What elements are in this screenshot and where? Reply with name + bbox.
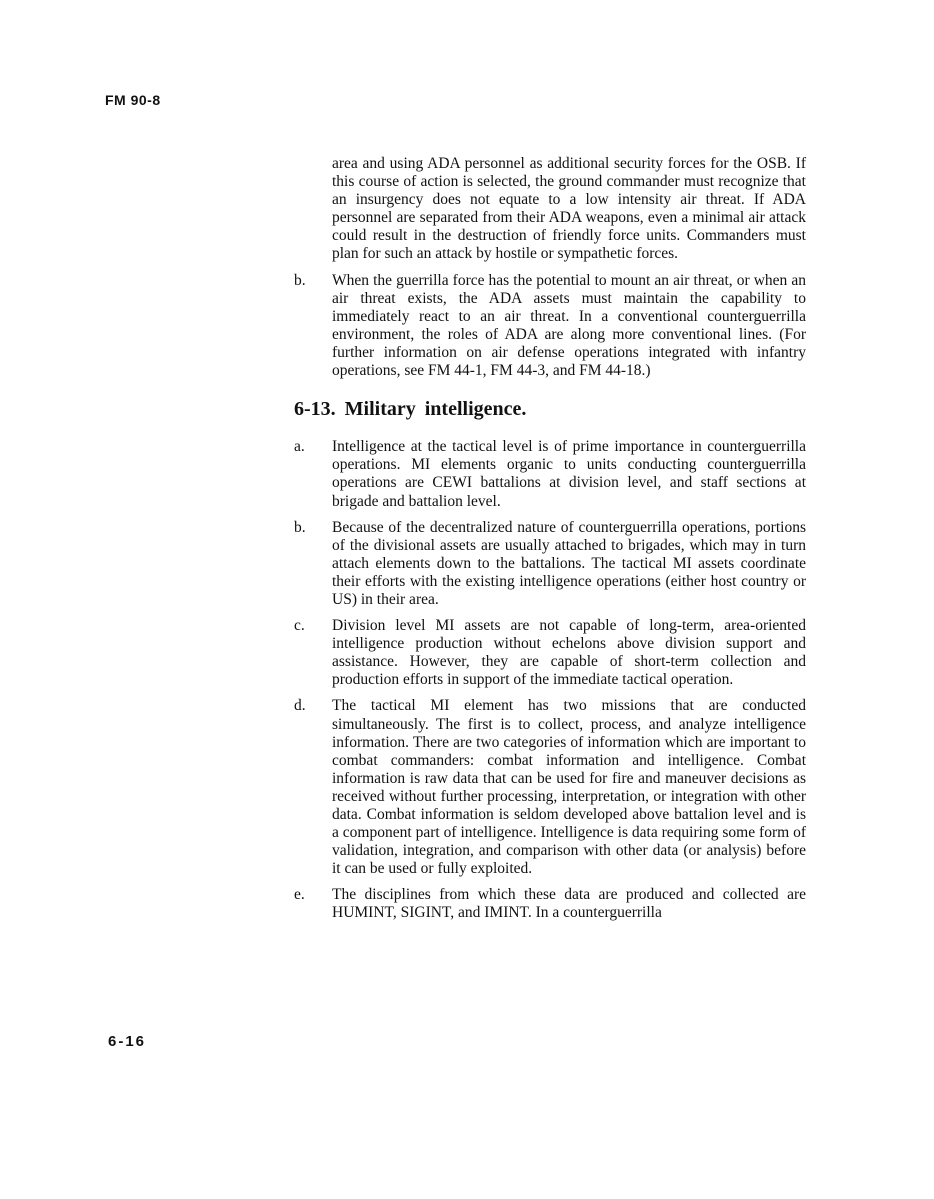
- list-item-marker: a.: [294, 438, 305, 456]
- list-item-marker: b.: [294, 271, 306, 289]
- continued-paragraph: [294, 155, 806, 264]
- list-item-text: The disciplines from which these data are produced and collected are HUMINT, SIGINT, and IMINT. In a counterguerrilla: [332, 886, 806, 922]
- list-item-marker: b.: [294, 518, 306, 536]
- list-item-text: The tactical MI element has two missions that are conducted simultaneously. The first is to collect, process, and analyze intelligence information. There are two categories of information which are important to combat commanders: combat information and intelligence. Combat information is raw data that can be used for fire and maneuver decisions as received without further processing, interpretation, or integration with other data. Combat information is seldom developed above battalion level and is a component part of intelligence. Intelligence is data requiring some form of validation, integration, and comparison with other data (or analysis) before it can be used or fully exploited.: [332, 697, 806, 878]
- page-number-footer: 6-16: [108, 1033, 147, 1050]
- list-item-marker: c.: [294, 617, 305, 635]
- document-id-header: FM 90-8: [105, 92, 161, 108]
- list-item: [294, 617, 806, 689]
- list-item-marker: e.: [294, 886, 305, 904]
- list-item: [294, 886, 806, 922]
- section-heading: 6-13. Military intelligence.: [294, 398, 527, 421]
- list-item: [294, 519, 806, 609]
- list-item-text: Division level MI assets are not capable of long-term, area-oriented intelligence production without echelons above division support and assistance. However, they are capable of short-term collection and production efforts in support of the immediate tactical operation.: [332, 617, 806, 689]
- continued-paragraph-text: area and using ADA personnel as additional security forces for the OSB. If this course of action is selected, the ground commander must recognize that an insurgency does not equate to a low intensity air threat. If ADA personnel are separated from their ADA weapons, even a minimal air attack could result in the destruction of friendly force units. Commanders must plan for such an attack by hostile or sympathetic forces.: [332, 155, 806, 263]
- list-item-text: Intelligence at the tactical level is of prime importance in counterguerrilla operations. MI elements organic to units conducting counterguerrilla operations are CEWI battalions at division level, and staff sections at brigade and battalion level.: [332, 438, 806, 510]
- list-item-text: When the guerrilla force has the potential to mount an air threat, or when an air threat exists, the ADA assets must maintain the capability to immediately react to an air threat. In a conventional counterguerrilla environment, the roles of ADA are along more conventional lines. (For further information on air defense operations integrated with infantry operations, see FM 44-1, FM 44-3, and FM 44-18.): [332, 271, 806, 380]
- list-item-marker: d.: [294, 697, 306, 715]
- list-item: [294, 697, 806, 878]
- list-item: [294, 272, 806, 381]
- page-body: [294, 155, 806, 931]
- list-item: [294, 438, 806, 510]
- list-item-text: Because of the decentralized nature of counterguerrilla operations, portions of the divisional assets are usually attached to brigades, which may in turn attach elements down to the battalions. The tactical MI assets coordinate their efforts with the existing intelligence operations (either host country or US) in their area.: [332, 518, 806, 608]
